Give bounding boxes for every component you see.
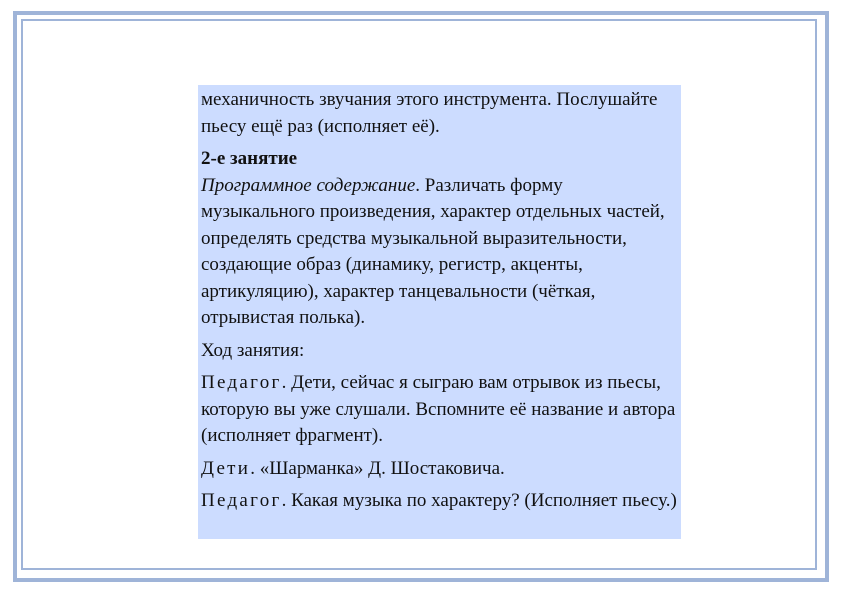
teacher-line-2-text: . Какая музыка по характеру? (Исполняет пьесу.) bbox=[281, 490, 677, 511]
program-content bbox=[201, 173, 678, 332]
text-box bbox=[198, 85, 681, 539]
children-line bbox=[201, 456, 678, 483]
lesson-course-text: Ход занятия: bbox=[201, 339, 305, 361]
program-content-label: Программное содержание bbox=[201, 174, 416, 196]
paragraph-intro bbox=[201, 87, 678, 140]
section-heading-text: 2-е занятие bbox=[201, 148, 298, 169]
teacher-line-1-text: . Дети, сейчас я сыграю вам отрывок из пьесы, которую вы уже слушали. Вспомните её название и автора (исполняет фрагмент). bbox=[201, 372, 676, 446]
program-content-text: . Различать форму музыкального произведения, характер отдельных частей, определять средства музыкальной выразительности, создающие образ (динамику, регистр, акценты, артикуляцию), характер танцевальности (чёткая, отрывистая полька). bbox=[201, 174, 665, 328]
paragraph-intro-text: механичность звучания этого инструмента. Послушайте пьесу ещё раз (исполняет её). bbox=[201, 89, 658, 137]
children-speaker: Дети bbox=[201, 457, 251, 479]
teacher-speaker-2: Педагог bbox=[201, 490, 282, 511]
section-heading bbox=[201, 146, 678, 173]
teacher-line-1 bbox=[201, 370, 678, 450]
teacher-speaker-1: Педагог bbox=[201, 372, 282, 393]
children-line-text: . «Шарманка» Д. Шостаковича. bbox=[250, 457, 505, 479]
lesson-course bbox=[201, 338, 678, 365]
teacher-line-2 bbox=[201, 488, 678, 515]
